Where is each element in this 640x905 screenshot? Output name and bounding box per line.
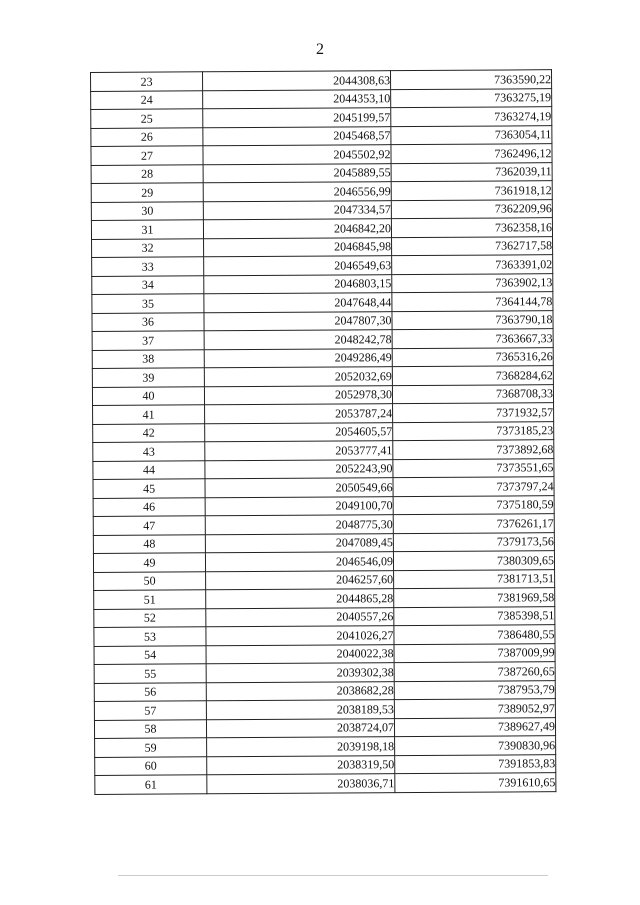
x-coordinate-cell: 2047089,45 — [205, 533, 393, 553]
y-coordinate-cell: 7363790,18 — [392, 310, 553, 329]
point-number-cell: 60 — [95, 756, 207, 775]
x-coordinate-cell: 2040022,38 — [206, 644, 394, 664]
x-coordinate-cell: 2038036,71 — [207, 774, 395, 794]
x-coordinate-cell: 2041026,27 — [206, 626, 394, 646]
x-coordinate-cell: 2046549,63 — [204, 256, 392, 276]
point-number-cell: 46 — [93, 497, 205, 516]
point-number-cell: 50 — [94, 571, 206, 590]
x-coordinate-cell: 2046556,99 — [203, 182, 391, 202]
point-number-cell: 54 — [94, 645, 206, 664]
x-coordinate-cell: 2038189,53 — [206, 700, 394, 720]
point-number-cell: 39 — [92, 368, 204, 387]
y-coordinate-cell: 7381713,51 — [394, 569, 555, 588]
point-number-cell: 40 — [92, 386, 204, 405]
point-number-cell: 53 — [94, 627, 206, 646]
x-coordinate-cell: 2045468,57 — [203, 126, 391, 146]
y-coordinate-cell: 7379173,56 — [393, 532, 554, 551]
x-coordinate-cell: 2040557,26 — [206, 607, 394, 627]
x-coordinate-cell: 2049286,49 — [204, 348, 392, 368]
x-coordinate-cell: 2038682,28 — [206, 681, 394, 701]
y-coordinate-cell: 7373551,65 — [393, 458, 554, 477]
point-number-cell: 31 — [91, 220, 203, 239]
x-coordinate-cell: 2047648,44 — [204, 293, 392, 313]
x-coordinate-cell: 2039302,38 — [206, 663, 394, 683]
point-number-cell: 36 — [92, 312, 204, 331]
y-coordinate-cell: 7376261,17 — [393, 514, 554, 533]
point-number-cell: 28 — [91, 164, 203, 183]
x-coordinate-cell: 2044353,10 — [203, 89, 391, 109]
x-coordinate-cell: 2052243,90 — [205, 459, 393, 479]
y-coordinate-cell: 7390830,96 — [395, 736, 556, 755]
y-coordinate-cell: 7363274,19 — [391, 107, 552, 126]
y-coordinate-cell: 7373892,68 — [393, 440, 554, 459]
y-coordinate-cell: 7385398,51 — [394, 606, 555, 625]
y-coordinate-cell: 7387260,65 — [394, 662, 555, 681]
point-number-cell: 23 — [91, 72, 203, 91]
x-coordinate-cell: 2053787,24 — [205, 404, 393, 424]
y-coordinate-cell: 7391853,83 — [395, 754, 556, 773]
point-number-cell: 27 — [91, 146, 203, 165]
y-coordinate-cell: 7373185,23 — [393, 421, 554, 440]
y-coordinate-cell: 7362496,12 — [391, 144, 552, 163]
x-coordinate-cell: 2038724,07 — [206, 718, 394, 738]
y-coordinate-cell: 7362358,16 — [391, 218, 552, 237]
x-coordinate-cell: 2048242,78 — [204, 330, 392, 350]
page-number: 2 — [316, 41, 324, 58]
y-coordinate-cell: 7368708,33 — [392, 384, 553, 403]
point-number-cell: 51 — [94, 590, 206, 609]
table-row — [95, 773, 556, 794]
x-coordinate-cell: 2038319,50 — [207, 755, 395, 775]
y-coordinate-cell: 7375180,59 — [393, 495, 554, 514]
y-coordinate-cell: 7389627,49 — [394, 717, 555, 736]
x-coordinate-cell: 2045889,55 — [203, 163, 391, 183]
x-coordinate-cell: 2053777,41 — [205, 441, 393, 461]
point-number-cell: 25 — [91, 109, 203, 128]
y-coordinate-cell: 7363902,13 — [392, 273, 553, 292]
point-number-cell: 52 — [94, 608, 206, 627]
x-coordinate-cell: 2039198,18 — [207, 737, 395, 757]
x-coordinate-cell: 2046845,98 — [204, 237, 392, 257]
x-coordinate-cell: 2048775,30 — [205, 515, 393, 535]
point-number-cell: 59 — [95, 738, 207, 757]
y-coordinate-cell: 7386480,55 — [394, 625, 555, 644]
y-coordinate-cell: 7365316,26 — [392, 347, 553, 366]
y-coordinate-cell: 7387009,99 — [394, 643, 555, 662]
point-number-cell: 24 — [91, 90, 203, 109]
x-coordinate-cell: 2047334,57 — [203, 200, 391, 220]
y-coordinate-cell: 7391610,65 — [395, 773, 556, 792]
coordinates-table-body — [91, 70, 556, 794]
point-number-cell: 61 — [95, 775, 207, 794]
y-coordinate-cell: 7362209,96 — [391, 199, 552, 218]
point-number-cell: 34 — [92, 275, 204, 294]
point-number-cell: 58 — [94, 719, 206, 738]
x-coordinate-cell: 2052032,69 — [204, 367, 392, 387]
point-number-cell: 41 — [93, 405, 205, 424]
x-coordinate-cell: 2046842,20 — [203, 219, 391, 239]
y-coordinate-cell: 7381969,58 — [394, 588, 555, 607]
y-coordinate-cell: 7361918,12 — [391, 181, 552, 200]
point-number-cell: 57 — [94, 701, 206, 720]
x-coordinate-cell: 2044865,28 — [206, 589, 394, 609]
y-coordinate-cell: 7363590,22 — [390, 70, 551, 89]
y-coordinate-cell: 7371932,57 — [393, 403, 554, 422]
y-coordinate-cell: 7387953,79 — [394, 680, 555, 699]
x-coordinate-cell: 2045199,57 — [203, 108, 391, 128]
x-coordinate-cell: 2044308,63 — [203, 71, 391, 91]
point-number-cell: 26 — [91, 127, 203, 146]
page-bottom-rule — [118, 875, 548, 876]
x-coordinate-cell: 2046546,09 — [205, 552, 393, 572]
y-coordinate-cell: 7380309,65 — [393, 551, 554, 570]
point-number-cell: 37 — [92, 331, 204, 350]
y-coordinate-cell: 7362717,58 — [392, 236, 553, 255]
y-coordinate-cell: 7362039,11 — [391, 162, 552, 181]
point-number-cell: 43 — [93, 442, 205, 461]
x-coordinate-cell: 2052978,30 — [204, 385, 392, 405]
point-number-cell: 44 — [93, 460, 205, 479]
point-number-cell: 35 — [92, 294, 204, 313]
x-coordinate-cell: 2047807,30 — [204, 311, 392, 331]
point-number-cell: 45 — [93, 479, 205, 498]
x-coordinate-cell: 2046803,15 — [204, 274, 392, 294]
point-number-cell: 29 — [91, 183, 203, 202]
x-coordinate-cell: 2046257,60 — [206, 570, 394, 590]
point-number-cell: 32 — [92, 238, 204, 257]
point-number-cell: 42 — [93, 423, 205, 442]
y-coordinate-cell: 7363275,19 — [391, 88, 552, 107]
coordinates-table — [90, 69, 556, 794]
point-number-cell: 49 — [93, 553, 205, 572]
x-coordinate-cell: 2050549,66 — [205, 478, 393, 498]
point-number-cell: 56 — [94, 682, 206, 701]
coordinates-table-wrapper — [90, 69, 556, 794]
y-coordinate-cell: 7389052,97 — [394, 699, 555, 718]
y-coordinate-cell: 7363054,11 — [391, 125, 552, 144]
x-coordinate-cell: 2045502,92 — [203, 145, 391, 165]
y-coordinate-cell: 7363667,33 — [392, 329, 553, 348]
point-number-cell: 30 — [91, 201, 203, 220]
x-coordinate-cell: 2049100,70 — [205, 496, 393, 516]
y-coordinate-cell: 7368284,62 — [392, 366, 553, 385]
point-number-cell: 47 — [93, 516, 205, 535]
point-number-cell: 38 — [92, 349, 204, 368]
y-coordinate-cell: 7364144,78 — [392, 292, 553, 311]
x-coordinate-cell: 2054605,57 — [205, 422, 393, 442]
point-number-cell: 55 — [94, 664, 206, 683]
y-coordinate-cell: 7363391,02 — [392, 255, 553, 274]
y-coordinate-cell: 7373797,24 — [393, 477, 554, 496]
point-number-cell: 48 — [93, 534, 205, 553]
point-number-cell: 33 — [92, 257, 204, 276]
